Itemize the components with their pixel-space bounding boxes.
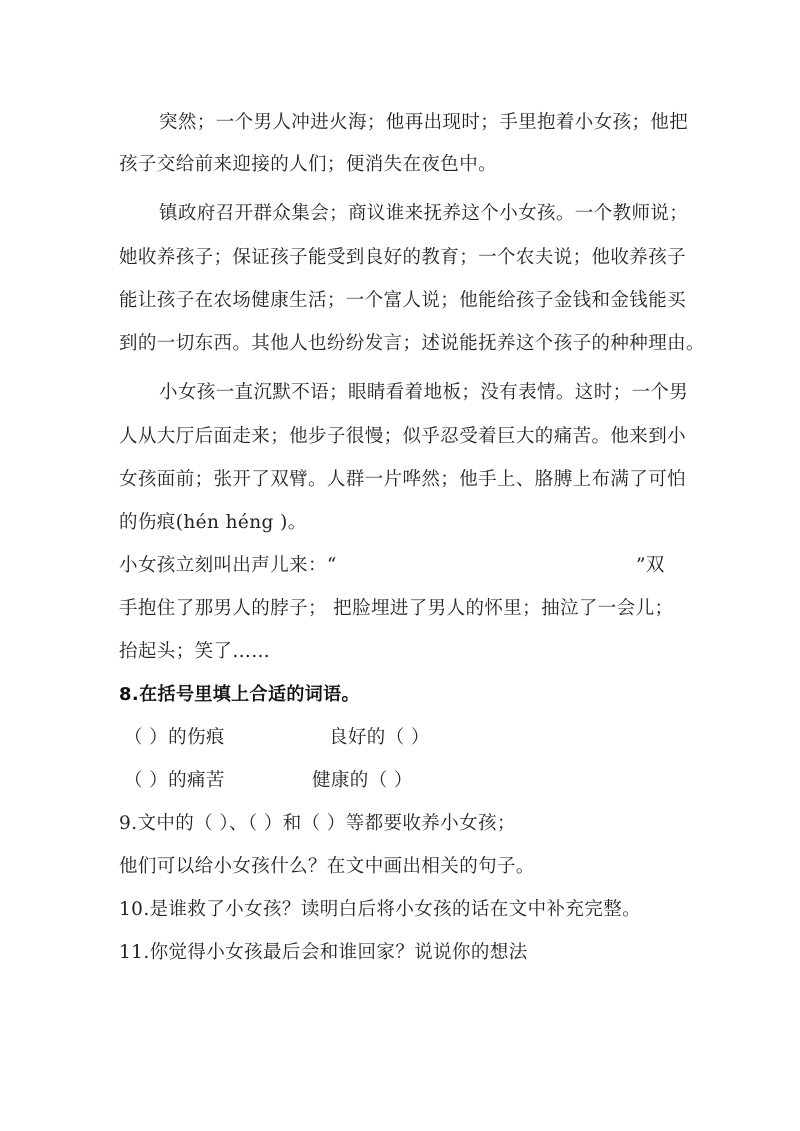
question-9-line-1: 9.文中的（ ）、（ ）和（ ）等都要收养小女孩； (119, 813, 516, 834)
passage-line: 人从大厅后面走来；他步子很慢；似乎忍受着巨大的痛苦。他来到小 (119, 426, 687, 447)
question-8-blank-4: 健康的（ ） (312, 770, 413, 791)
question-8-blank-1: （ ）的伤痕 (124, 727, 225, 748)
passage-line: 孩子交给前来迎接的人们；便消失在夜色中。 (119, 154, 498, 175)
question-9-line-2: 他们可以给小女孩什么？在文中画出相关的句子。 (119, 856, 535, 877)
passage-line: 到的一切东西。其他人也纷纷发言；述说能抚养这个孩子的种种理由。 (119, 333, 705, 354)
question-11: 11.你觉得小女孩最后会和谁回家？说说你的想法 (119, 942, 528, 963)
passage-line-quote-end: ”双 (636, 555, 665, 576)
passage-line: 女孩面前；张开了双臂。人群一片哗然；他手上、胳膊上布满了可怕 (119, 469, 687, 490)
question-8-title: 8.在括号里填上合适的词语。 (119, 684, 360, 705)
passage-line: 手抱住了那男人的脖子； 把脸埋进了男人的怀里；抽泣了一会儿； (119, 598, 674, 619)
passage-line: 抬起头；笑了…… (119, 641, 271, 662)
question-10: 10.是谁救了小女孩？读明白后将小女孩的话在文中补充完整。 (119, 899, 642, 920)
question-8-blank-2: 良好的（ ） (329, 727, 430, 748)
passage-line: 突然；一个男人冲进火海；他再出现时；手里抱着小女孩；他把 (159, 112, 689, 133)
passage-line-quote-start: 小女孩立刻叫出声儿来：“ (119, 555, 337, 576)
question-8-blank-3: （ ）的痛苦 (124, 770, 225, 791)
passage-line: 小女孩一直沉默不语；眼睛看着地板；没有表情。这时；一个男 (159, 382, 689, 403)
passage-line: 她收养孩子；保证孩子能受到良好的教育；一个农夫说；他收养孩子 (119, 247, 687, 268)
passage-line: 镇政府召开群众集会；商议谁来抚养这个小女孩。一个教师说； (159, 203, 689, 224)
passage-line: 能让孩子在农场健康生活；一个富人说；他能给孩子金钱和金钱能买 (119, 290, 687, 311)
passage-line: 的伤痕(hén héng )。 (119, 512, 307, 533)
